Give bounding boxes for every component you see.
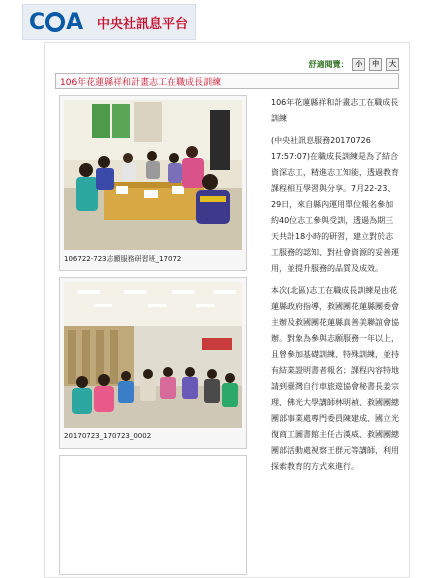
font-size-label: 舒適閱覽： [308, 60, 349, 69]
article-title-bar [55, 73, 399, 89]
font-large-button[interactable]: 大 [386, 58, 399, 71]
photo-1-caption: 106722-723志願服務研習班_17072 [64, 255, 182, 263]
article-paragraph-1: (中央社訊息服務20170726 17:57:07)在職成長訓練是為了結合資深志工，精進志工知能，透過教育課程相互學習與分享。7月22-23、29日，來自縣內運用單位報名參加約40位志工參與受訓，透過為期三天共計18小時的研習，建立對於志工服務的認知、對社會資源的妥善運用，並提升服務的品質及成效。 [271, 136, 399, 273]
cna-logo-mark: C A [29, 10, 83, 35]
article-body [271, 95, 401, 481]
meeting-room-photo [64, 282, 242, 428]
article-title: 106年花蓮縣祥和計畫志工在職成長訓練 [60, 78, 222, 88]
photo-2[interactable] [59, 277, 247, 449]
logo-text: 中央社訊息平台 [97, 17, 189, 32]
font-medium-button[interactable]: 中 [369, 58, 382, 71]
photo-1[interactable] [59, 95, 247, 271]
photo-3[interactable] [59, 455, 247, 575]
article-heading: 106年花蓮縣祥和計畫志工在職成長訓練 [271, 98, 399, 123]
font-size-control [309, 58, 399, 71]
font-small-button[interactable]: 小 [352, 58, 365, 71]
cna-logo[interactable] [22, 4, 196, 40]
photo-2-caption: 20170723_170723_0002 [64, 432, 152, 440]
photo-1-image [64, 100, 242, 250]
classroom-photo [64, 100, 242, 250]
article-paragraph-2: 本次(北區)志工在職成長訓練是由花蓮縣政府指導，救國團花蓮縣團委會主辦及救國團花蓮縣真善美聯誼會協辦。對象為參與志願服務一年以上，且曾參加基礎訓練、特殊訓練，並持有結業證明書者報名；課程內容特地請到臺灣自行車旅遊協會秘書長姜宗理、佛光大學講師林明禎、救國團總團部事業處專門委員陳建成、國立光復商工圖書館主任古漢威、救國團總團部活動處視察王群元等講師，利用探索教育的方式來進行。 [271, 286, 399, 471]
photo-2-image [64, 282, 242, 428]
top-bar [0, 0, 446, 44]
article-page [44, 42, 410, 578]
